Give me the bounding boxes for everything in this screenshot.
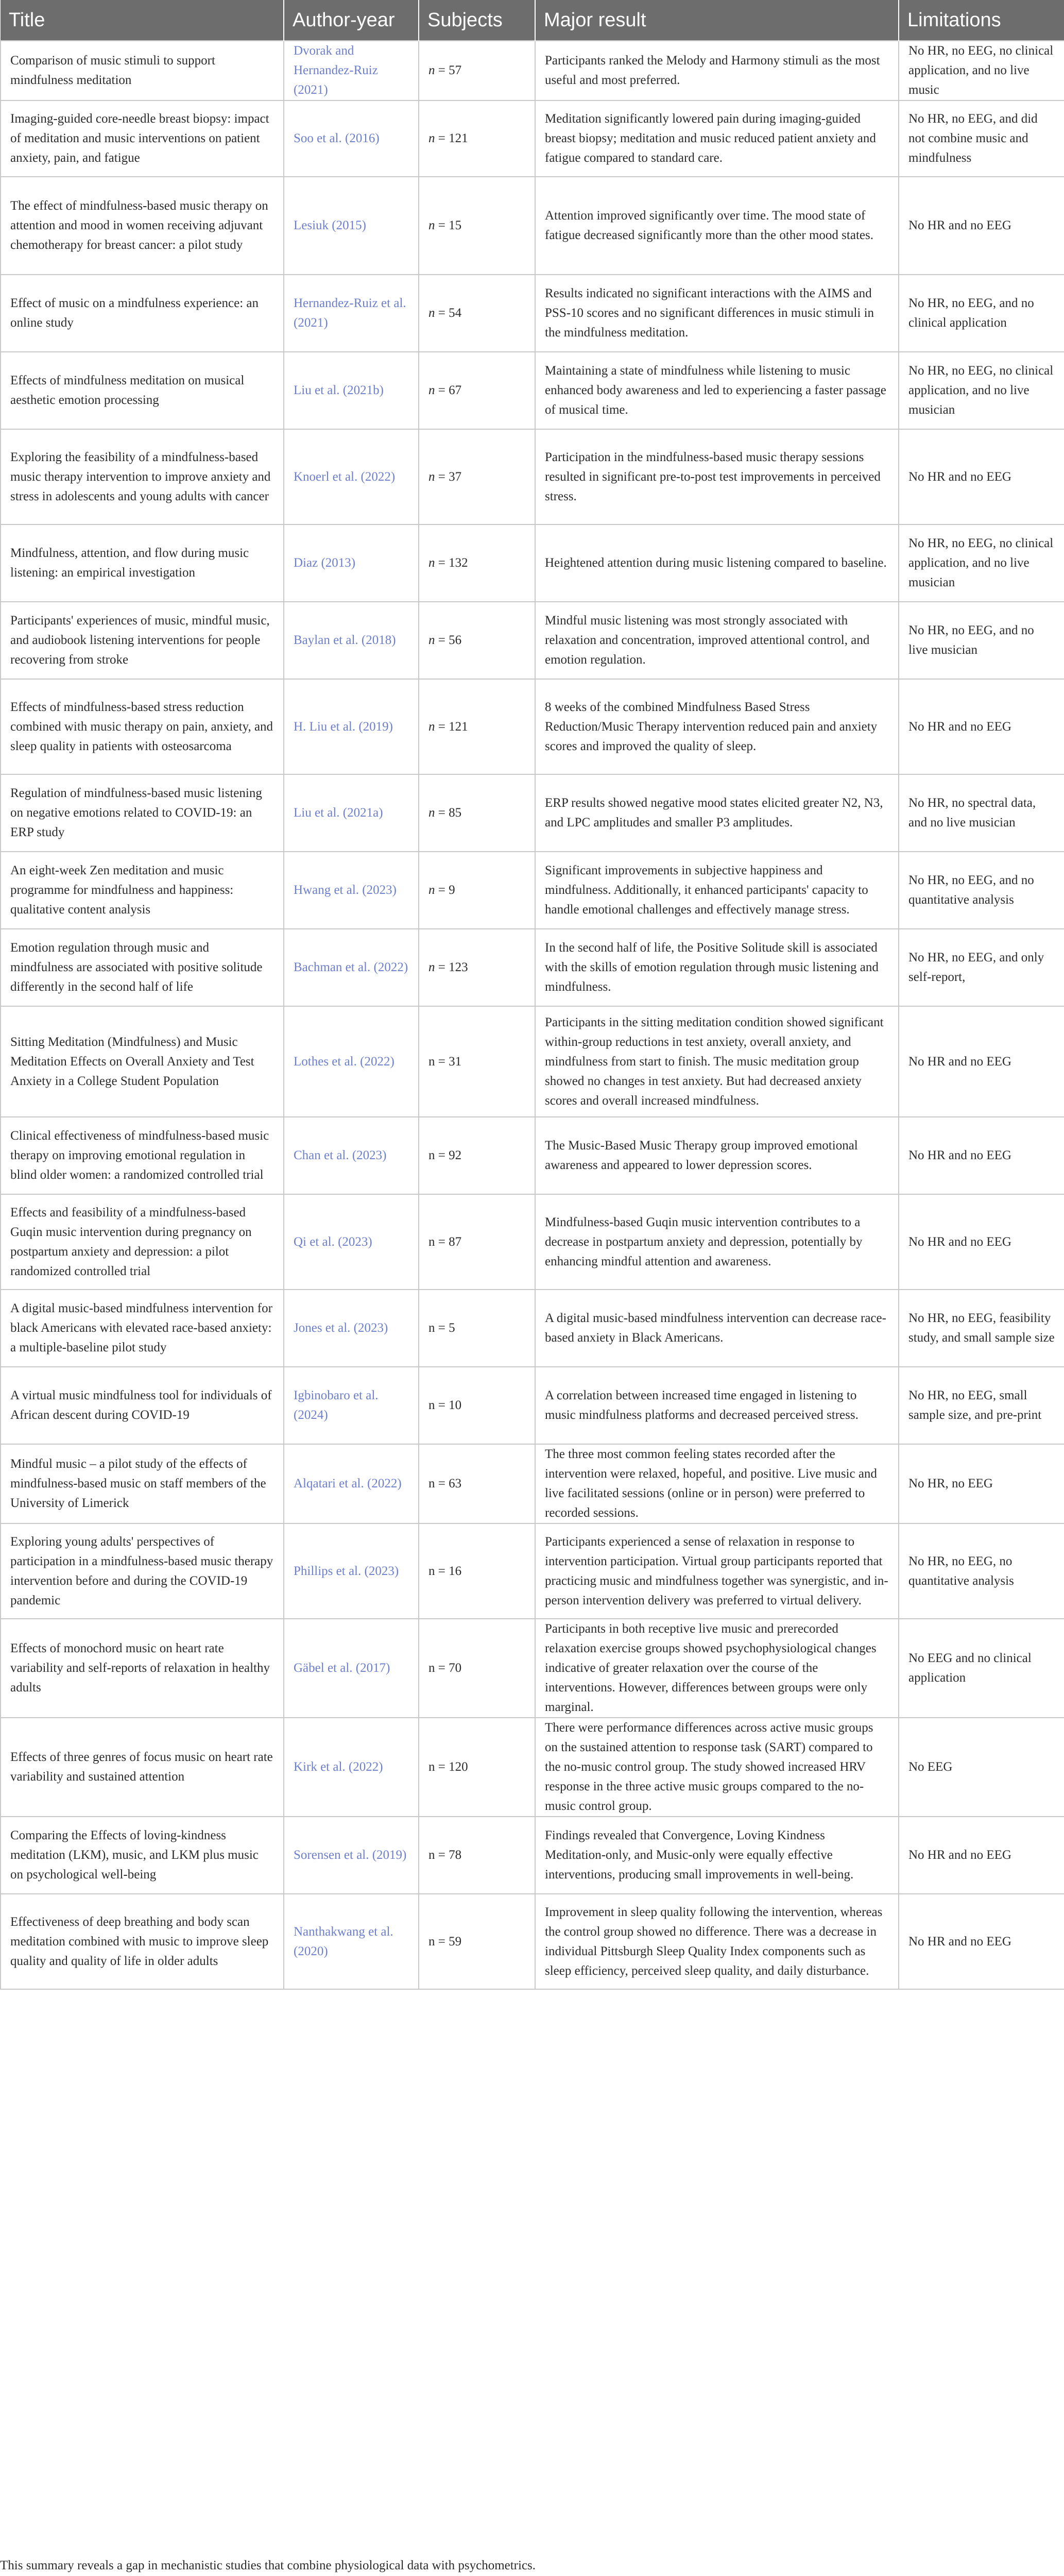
cell-subjects bbox=[419, 275, 535, 352]
cell-major-result: 8 weeks of the combined Mindfulness Based Stress Reduction/Music Therapy intervention reduced pain and anxiety scores and improved the quality of sleep. bbox=[535, 679, 899, 774]
cell-subjects bbox=[419, 1817, 535, 1894]
subjects-count: n = 92 bbox=[428, 1148, 462, 1162]
cell-author-year[interactable]: Phillips et al. (2023) bbox=[284, 1523, 419, 1619]
cell-title: Exploring the feasibility of a mindfulness-based music therapy intervention to improve anxiety and stress in adolescents and young adults with cancer bbox=[1, 429, 284, 524]
cell-subjects bbox=[419, 929, 535, 1006]
cell-title: Effectiveness of deep breathing and body scan meditation combined with music to improve sleep quality and quality of life in older adults bbox=[1, 1894, 284, 1989]
subjects-count: n = 5 bbox=[428, 1321, 455, 1335]
cell-limitations: No HR and no EEG bbox=[899, 1117, 1064, 1194]
cell-author-year[interactable]: Alqatari et al. (2022) bbox=[284, 1444, 419, 1523]
table-row bbox=[1, 774, 1064, 852]
cell-limitations: No HR, no EEG, and no clinical application bbox=[899, 275, 1064, 352]
cell-limitations: No HR, no EEG, and did not combine music and mindfulness bbox=[899, 100, 1064, 177]
cell-subjects bbox=[419, 1006, 535, 1117]
subjects-count: = 56 bbox=[435, 633, 462, 647]
subjects-count: = 57 bbox=[435, 63, 462, 77]
cell-major-result: Mindful music listening was most strongly associated with relaxation and concentration, improved attentional control, and emotion regulation. bbox=[535, 602, 899, 679]
subjects-n-symbol: n bbox=[428, 719, 435, 734]
cell-author-year[interactable]: H. Liu et al. (2019) bbox=[284, 679, 419, 774]
cell-subjects bbox=[419, 524, 535, 602]
table-row bbox=[1, 41, 1064, 100]
header-limitations: Limitations bbox=[899, 0, 1064, 41]
cell-limitations: No HR and no EEG bbox=[899, 1817, 1064, 1894]
subjects-count: n = 120 bbox=[428, 1760, 468, 1774]
cell-limitations: No HR, no EEG bbox=[899, 1444, 1064, 1523]
table-row bbox=[1, 275, 1064, 352]
cell-limitations: No HR, no EEG, no clinical application, and no live music bbox=[899, 41, 1064, 100]
cell-subjects bbox=[419, 1718, 535, 1817]
cell-author-year[interactable]: Jones et al. (2023) bbox=[284, 1290, 419, 1367]
subjects-count: = 37 bbox=[435, 469, 462, 484]
cell-title: Effects and feasibility of a mindfulness-based Guqin music intervention during pregnancy on postpartum anxiety and depression: a pilot randomized controlled trial bbox=[1, 1194, 284, 1290]
cell-author-year[interactable]: Diaz (2013) bbox=[284, 524, 419, 602]
cell-limitations: No HR and no EEG bbox=[899, 679, 1064, 774]
subjects-count: n = 10 bbox=[428, 1398, 462, 1412]
subjects-n-symbol: n bbox=[428, 306, 435, 320]
subjects-n-symbol: n bbox=[428, 806, 435, 820]
cell-major-result: ERP results showed negative mood states elicited greater N2, N3, and LPC amplitudes and smaller P3 amplitudes. bbox=[535, 774, 899, 852]
cell-limitations: No HR, no EEG, no clinical application, and no live musician bbox=[899, 352, 1064, 429]
cell-major-result: There were performance differences across active music groups on the sustained attention to response task (SART) compared to the no-music control group. The study showed increased HRV response in the three active music groups compared to the no-music control group. bbox=[535, 1718, 899, 1817]
cell-title: Mindfulness, attention, and flow during music listening: an empirical investigation bbox=[1, 524, 284, 602]
cell-limitations: No HR, no EEG, and only self-report, bbox=[899, 929, 1064, 1006]
cell-subjects bbox=[419, 1619, 535, 1718]
cell-title: Effects of monochord music on heart rate variability and self-reports of relaxation in healthy adults bbox=[1, 1619, 284, 1718]
subjects-n-symbol: n bbox=[428, 469, 435, 484]
cell-major-result: The Music-Based Music Therapy group improved emotional awareness and appeared to lower depression scores. bbox=[535, 1117, 899, 1194]
cell-title: Sitting Meditation (Mindfulness) and Music Meditation Effects on Overall Anxiety and Test Anxiety in a College Student Population bbox=[1, 1006, 284, 1117]
table-row bbox=[1, 602, 1064, 679]
cell-limitations: No EEG and no clinical application bbox=[899, 1619, 1064, 1718]
cell-major-result: In the second half of life, the Positive Solitude skill is associated with the skills of emotion regulation through music listening and mindfulness. bbox=[535, 929, 899, 1006]
subjects-n-symbol: n bbox=[428, 556, 435, 570]
cell-title: Effects of three genres of focus music on heart rate variability and sustained attention bbox=[1, 1718, 284, 1817]
cell-limitations: No HR, no EEG, no clinical application, and no live musician bbox=[899, 524, 1064, 602]
table-row bbox=[1, 852, 1064, 929]
cell-author-year[interactable]: Soo et al. (2016) bbox=[284, 100, 419, 177]
cell-major-result: Participants in the sitting meditation condition showed significant within-group reductions in test anxiety, overall anxiety, and mindfulness from start to finish. The music meditation group showed no changes in test anxiety. But had decreased anxiety scores and overall increased mindfulness. bbox=[535, 1006, 899, 1117]
subjects-count: n = 87 bbox=[428, 1234, 462, 1249]
subjects-count: = 9 bbox=[435, 883, 455, 897]
cell-major-result: Attention improved significantly over time. The mood state of fatigue decreased significantly more than the other mood states. bbox=[535, 177, 899, 275]
cell-major-result: Participants in both receptive live music and prerecorded relaxation exercise groups showed psychophysiological changes indicative of greater relaxation over the course of the interventions. However, differences between groups were only marginal. bbox=[535, 1619, 899, 1718]
table-row bbox=[1, 1006, 1064, 1117]
cell-title: Imaging-guided core-needle breast biopsy: impact of meditation and music interventions on patient anxiety, pain, and fatigue bbox=[1, 100, 284, 177]
cell-subjects bbox=[419, 1117, 535, 1194]
cell-limitations: No HR and no EEG bbox=[899, 1006, 1064, 1117]
cell-subjects bbox=[419, 1290, 535, 1367]
cell-major-result: A correlation between increased time engaged in listening to music mindfulness platforms and decreased perceived stress. bbox=[535, 1367, 899, 1444]
cell-major-result: Results indicated no significant interactions with the AIMS and PSS-10 scores and no significant differences in music stimuli in the mindfulness meditation. bbox=[535, 275, 899, 352]
cell-title: Effects of mindfulness-based stress reduction combined with music therapy on pain, anxiety, and sleep quality in patients with osteosarcoma bbox=[1, 679, 284, 774]
cell-author-year[interactable]: Sorensen et al. (2019) bbox=[284, 1817, 419, 1894]
subjects-count: n = 59 bbox=[428, 1934, 462, 1948]
subjects-count: = 54 bbox=[435, 306, 462, 320]
cell-author-year[interactable]: Chan et al. (2023) bbox=[284, 1117, 419, 1194]
cell-major-result: Participants experienced a sense of relaxation in response to intervention participation. Virtual group participants reported that practicing music and mindfulness together was synergistic, and in-person intervention delivery was preferred to virtual delivery. bbox=[535, 1523, 899, 1619]
table-row bbox=[1, 177, 1064, 275]
cell-author-year[interactable]: Hwang et al. (2023) bbox=[284, 852, 419, 929]
subjects-count: = 85 bbox=[435, 806, 462, 820]
subjects-n-symbol: n bbox=[428, 383, 435, 397]
subjects-count: = 67 bbox=[435, 383, 462, 397]
cell-title: Effects of mindfulness meditation on musical aesthetic emotion processing bbox=[1, 352, 284, 429]
cell-subjects bbox=[419, 852, 535, 929]
cell-limitations: No HR, no EEG, and no quantitative analysis bbox=[899, 852, 1064, 929]
cell-major-result: A digital music-based mindfulness intervention can decrease race-based anxiety in Black Americans. bbox=[535, 1290, 899, 1367]
table-row bbox=[1, 1817, 1064, 1894]
cell-author-year[interactable]: Baylan et al. (2018) bbox=[284, 602, 419, 679]
cell-author-year[interactable]: Kirk et al. (2022) bbox=[284, 1718, 419, 1817]
subjects-count: = 123 bbox=[435, 960, 468, 974]
table-row bbox=[1, 1194, 1064, 1290]
cell-limitations: No HR, no EEG, feasibility study, and small sample size bbox=[899, 1290, 1064, 1367]
subjects-count: n = 31 bbox=[428, 1054, 462, 1069]
cell-subjects bbox=[419, 1444, 535, 1523]
table-row bbox=[1, 1290, 1064, 1367]
subjects-count: = 15 bbox=[435, 218, 462, 232]
cell-author-year[interactable]: Dvorak and Hernandez-Ruiz (2021) bbox=[284, 41, 419, 100]
cell-subjects bbox=[419, 100, 535, 177]
cell-title: Participants' experiences of music, mindful music, and audiobook listening interventions for people recovering from stroke bbox=[1, 602, 284, 679]
cell-author-year[interactable]: Gäbel et al. (2017) bbox=[284, 1619, 419, 1718]
cell-major-result: Significant improvements in subjective happiness and mindfulness. Additionally, it enhanced participants' capacity to handle emotional challenges and effectively manage stress. bbox=[535, 852, 899, 929]
header-subjects: Subjects bbox=[419, 0, 535, 41]
cell-subjects bbox=[419, 679, 535, 774]
table-row bbox=[1, 1367, 1064, 1444]
cell-major-result: Improvement in sleep quality following the intervention, whereas the control group showed no difference. There was a decrease in individual Pittsburgh Sleep Quality Index components such as sleep efficiency, perceived sleep quality, and daily disturbance. bbox=[535, 1894, 899, 1989]
cell-subjects bbox=[419, 177, 535, 275]
cell-limitations: No HR, no EEG, no quantitative analysis bbox=[899, 1523, 1064, 1619]
cell-limitations: No HR, no EEG, and no live musician bbox=[899, 602, 1064, 679]
subjects-count: n = 78 bbox=[428, 1848, 462, 1862]
table-row bbox=[1, 352, 1064, 429]
header-title: Title bbox=[1, 0, 284, 41]
subjects-count: n = 70 bbox=[428, 1661, 462, 1675]
header-major-result: Major result bbox=[535, 0, 899, 41]
cell-title: Comparing the Effects of loving-kindness meditation (LKM), music, and LKM plus music on psychological well-being bbox=[1, 1817, 284, 1894]
cell-author-year[interactable]: Liu et al. (2021b) bbox=[284, 352, 419, 429]
cell-title: A digital music-based mindfulness intervention for black Americans with elevated race-based anxiety: a multiple-baseline pilot study bbox=[1, 1290, 284, 1367]
subjects-count: n = 16 bbox=[428, 1564, 462, 1578]
cell-author-year[interactable]: Lesiuk (2015) bbox=[284, 177, 419, 275]
table-footnote: This summary reveals a gap in mechanistic studies that combine physiological data with psychometrics. bbox=[0, 2558, 536, 2572]
cell-author-year[interactable]: Hernandez-Ruiz et al. (2021) bbox=[284, 275, 419, 352]
subjects-n-symbol: n bbox=[428, 218, 435, 232]
cell-subjects bbox=[419, 774, 535, 852]
cell-title: An eight-week Zen meditation and music programme for mindfulness and happiness: qualitative content analysis bbox=[1, 852, 284, 929]
cell-title: Comparison of music stimuli to support mindfulness meditation bbox=[1, 41, 284, 100]
table-header-row bbox=[1, 0, 1064, 41]
cell-limitations: No HR, no spectral data, and no live musician bbox=[899, 774, 1064, 852]
cell-author-year[interactable]: Bachman et al. (2022) bbox=[284, 929, 419, 1006]
cell-subjects bbox=[419, 1367, 535, 1444]
table-row bbox=[1, 1619, 1064, 1718]
cell-title: Regulation of mindfulness-based music listening on negative emotions related to COVID-19: an ERP study bbox=[1, 774, 284, 852]
cell-subjects bbox=[419, 602, 535, 679]
table-row bbox=[1, 429, 1064, 524]
table-row bbox=[1, 1718, 1064, 1817]
subjects-n-symbol: n bbox=[428, 131, 435, 145]
cell-major-result: Findings revealed that Convergence, Loving Kindness Meditation-only, and Music-only were equally effective interventions, producing small improvements in well-being. bbox=[535, 1817, 899, 1894]
cell-subjects bbox=[419, 41, 535, 100]
cell-title: Clinical effectiveness of mindfulness-based music therapy on improving emotional regulation in blind older women: a randomized controlled trial bbox=[1, 1117, 284, 1194]
table-row bbox=[1, 1444, 1064, 1523]
subjects-count: = 121 bbox=[435, 719, 468, 734]
cell-author-year[interactable]: Lothes et al. (2022) bbox=[284, 1006, 419, 1117]
subjects-n-symbol: n bbox=[428, 883, 435, 897]
cell-major-result: The three most common feeling states recorded after the intervention were relaxed, hopeful, and positive. Live music and live facilitated sessions (online or in person) were preferred to recorded sessions. bbox=[535, 1444, 899, 1523]
table-row bbox=[1, 1523, 1064, 1619]
cell-major-result: Heightened attention during music listening compared to baseline. bbox=[535, 524, 899, 602]
table-row bbox=[1, 1894, 1064, 1989]
cell-limitations: No HR and no EEG bbox=[899, 1194, 1064, 1290]
subjects-count: = 121 bbox=[435, 131, 468, 145]
table-row bbox=[1, 1117, 1064, 1194]
cell-author-year[interactable]: Igbinobaro et al. (2024) bbox=[284, 1367, 419, 1444]
cell-subjects bbox=[419, 1523, 535, 1619]
cell-title: A virtual music mindfulness tool for individuals of African descent during COVID-19 bbox=[1, 1367, 284, 1444]
subjects-count: = 132 bbox=[435, 556, 468, 570]
cell-subjects bbox=[419, 1894, 535, 1989]
table-row bbox=[1, 929, 1064, 1006]
cell-limitations: No HR and no EEG bbox=[899, 1894, 1064, 1989]
header-author-year: Author-year bbox=[284, 0, 419, 41]
cell-major-result: Participation in the mindfulness-based music therapy sessions resulted in significant pre-to-post test improvements in perceived stress. bbox=[535, 429, 899, 524]
table-body bbox=[1, 41, 1064, 1989]
subjects-n-symbol: n bbox=[428, 633, 435, 647]
cell-major-result: Mindfulness-based Guqin music intervention contributes to a decrease in postpartum anxiety and depression, potentially by enhancing mindful attention and awareness. bbox=[535, 1194, 899, 1290]
subjects-count: n = 63 bbox=[428, 1477, 462, 1490]
cell-subjects bbox=[419, 429, 535, 524]
cell-title: Exploring young adults' perspectives of participation in a mindfulness-based music therapy intervention before and during the COVID-19 pandemic bbox=[1, 1523, 284, 1619]
cell-limitations: No HR, no EEG, small sample size, and pre-print bbox=[899, 1367, 1064, 1444]
cell-author-year[interactable]: Liu et al. (2021a) bbox=[284, 774, 419, 852]
cell-limitations: No HR and no EEG bbox=[899, 429, 1064, 524]
cell-major-result: Maintaining a state of mindfulness while listening to music enhanced body awareness and led to experiencing a faster passage of musical time. bbox=[535, 352, 899, 429]
cell-title: Mindful music – a pilot study of the effects of mindfulness-based music on staff members of the University of Limerick bbox=[1, 1444, 284, 1523]
cell-limitations: No HR and no EEG bbox=[899, 177, 1064, 275]
cell-major-result: Meditation significantly lowered pain during imaging-guided breast biopsy; meditation and music reduced patient anxiety and fatigue compared to standard care. bbox=[535, 100, 899, 177]
cell-title: The effect of mindfulness-based music therapy on attention and mood in women receiving adjuvant chemotherapy for breast cancer: a pilot study bbox=[1, 177, 284, 275]
cell-author-year[interactable]: Nanthakwang et al. (2020) bbox=[284, 1894, 419, 1989]
subjects-n-symbol: n bbox=[428, 63, 435, 77]
cell-author-year[interactable]: Qi et al. (2023) bbox=[284, 1194, 419, 1290]
cell-major-result: Participants ranked the Melody and Harmony stimuli as the most useful and most preferred. bbox=[535, 41, 899, 100]
subjects-n-symbol: n bbox=[428, 960, 435, 974]
cell-subjects bbox=[419, 352, 535, 429]
cell-title: Emotion regulation through music and mindfulness are associated with positive solitude differently in the second half of life bbox=[1, 929, 284, 1006]
cell-subjects bbox=[419, 1194, 535, 1290]
table-row bbox=[1, 679, 1064, 774]
table-row bbox=[1, 524, 1064, 602]
cell-limitations: No EEG bbox=[899, 1718, 1064, 1817]
table-row bbox=[1, 100, 1064, 177]
cell-title: Effect of music on a mindfulness experience: an online study bbox=[1, 275, 284, 352]
cell-author-year[interactable]: Knoerl et al. (2022) bbox=[284, 429, 419, 524]
